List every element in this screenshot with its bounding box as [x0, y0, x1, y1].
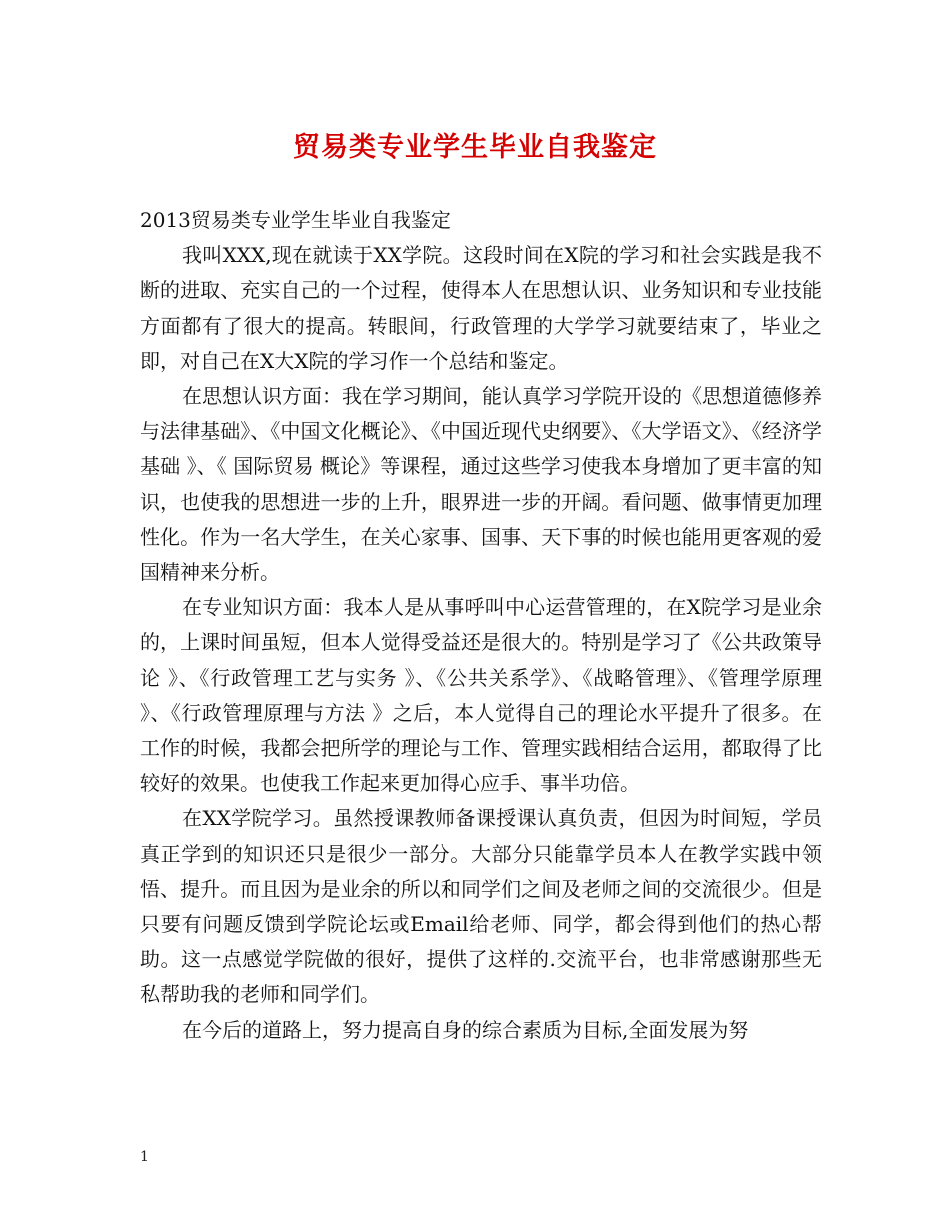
document-subtitle: 2013贸易类专业学生毕业自我鉴定 — [140, 208, 451, 232]
page-number: 1 — [140, 1149, 149, 1165]
document-title: 贸易类专业学生毕业自我鉴定 — [293, 132, 657, 163]
paragraph-future-plan: 在今后的道路上，努力提高自身的综合素质为目标,全面发展为努 — [182, 1017, 749, 1042]
paragraph-professional-knowledge: 在专业知识方面：我本人是从事呼叫中心运营管理的，在X院学习是业余的，上课时间虽短，但本人觉得受益还是很大的。特别是学习了《公共政策导论 》、《行政管理工艺与实务 》、《公共关系学》、《战略管理》、《管理学原理 》、《行政管理原理与方法 》之后，本人觉得自己的理论水平提升了很多。在工作的时候，我都会把所学的理论与工作、管理实践相结合运用，都取得了比较好的效果。也使我工作起来更加得心应手、事半功倍。 — [140, 595, 822, 796]
paragraph-introduction: 我叫XXX,现在就读于XX学院。这段时间在X院的学习和社会实践是我不断的进取、充实自己的一个过程，使得本人在思想认识、业务知识和专业技能方面都有了很大的提高。转眼间，行政管理的大学学习就要结束了，毕业之即，对自己在X大X院的学习作一个总结和鉴定。 — [140, 243, 822, 373]
paragraph-ideology: 在思想认识方面：我在学习期间，能认真学习学院开设的《思想道德修养与法律基础》、《中国文化概论》、《中国近现代史纲要》、《大学语文》、《经济学基础 》、《 国际贸易 概论》等课程，通过这些学习使我本身增加了更丰富的知识，也使我的思想进一步的上升，眼界进一步的开阔。看问题、做事情更加理性化。作为一名大学生，在关心家事、国事、天下事的时候也能用更客观的爱国精神来分析。 — [140, 384, 822, 585]
paragraph-study-experience: 在XX学院学习。虽然授课教师备课授课认真负责，但因为时间短，学员真正学到的知识还只是很少一部分。大部分只能靠学员本人在教学实践中领悟、提升。而且因为是业余的所以和同学们之间及老师之间的交流很少。但是只要有问题反馈到学院论坛或Email给老师、同学，都会得到他们的热心帮助。这一点感觉学院做的很好，提供了这样的.交流平台，也非常感谢那些无私帮助我的老师和同学们。 — [140, 806, 822, 1007]
document-body — [140, 203, 822, 1048]
